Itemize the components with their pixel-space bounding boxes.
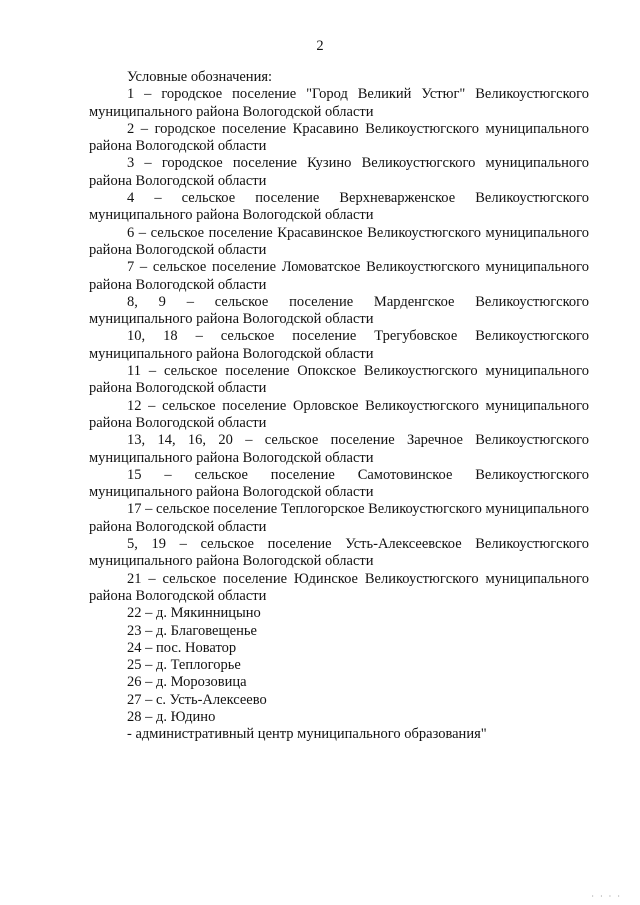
legend-entry: 6 – сельское поселение Красавинское Великоустюгского муниципального района Вологодской области <box>89 224 589 258</box>
legend-entry: 13, 14, 16, 20 – сельское поселение Заречное Великоустюгского муниципального района Вологодской области <box>89 432 589 466</box>
place-item: 28 – д. Юдино <box>127 708 216 725</box>
legend-title: Условные обозначения: <box>127 69 273 85</box>
place-item: 25 – д. Теплогорье <box>127 657 241 674</box>
admin-center-note: - административный центр муниципального образования" <box>127 726 487 743</box>
place-item: 24 – пос. Новатор <box>127 639 237 656</box>
place-item: 27 – с. Усть-Алексеево <box>127 691 267 708</box>
place-item: 26 – д. Морозовица <box>127 674 247 691</box>
legend-entry: 1 – городское поселение "Город Великий Устюг" Великоустюгского муниципального района Вологодской области <box>89 86 589 120</box>
legend-entry: 2 – городское поселение Красавино Великоустюгского муниципального района Вологодской области <box>89 120 589 155</box>
legend-entry: 3 – городское поселение Кузино Великоустюгского муниципального района Вологодской области <box>89 155 589 189</box>
legend-entry: 4 – сельское поселение Верхневарженское Великоустюгского муниципального района Вологодской области <box>89 190 589 224</box>
legend-entry: 15 – сельское поселение Самотовинское Великоустюгского муниципального района Вологодской области <box>89 466 589 501</box>
place-item: 22 – д. Мякинницыно <box>127 605 261 622</box>
legend-entry: 10, 18 – сельское поселение Трегубовское Великоустюгского муниципального района Вологодской области <box>89 328 589 362</box>
legend-entry: 21 – сельское поселение Юдинское Великоустюгского муниципального района Вологодской области <box>89 570 589 604</box>
legend-entry: 17 – сельское поселение Теплогорское Великоустюгского муниципального района Вологодской области <box>89 501 589 535</box>
page-number: 2 <box>316 38 324 54</box>
legend-entry: 5, 19 – сельское поселение Усть-Алексеевское Великоустюгского муниципального района Вологодской области <box>89 536 589 570</box>
legend-entry: 8, 9 – сельское поселение Марденгское Великоустюгского муниципального района Вологодской области <box>89 293 589 328</box>
legend-entry: 11 – сельское поселение Опокское Великоустюгского муниципального района Вологодской области <box>89 363 589 397</box>
legend-entry: 12 – сельское поселение Орловское Великоустюгского муниципального района Вологодской области <box>89 397 589 431</box>
legend-entry: 7 – сельское поселение Ломоватское Великоустюгского муниципального района Вологодской области <box>89 259 589 293</box>
place-item: 23 – д. Благовещенье <box>127 622 257 639</box>
legend-block <box>89 69 589 744</box>
scan-artifact: · · · · <box>591 892 622 901</box>
